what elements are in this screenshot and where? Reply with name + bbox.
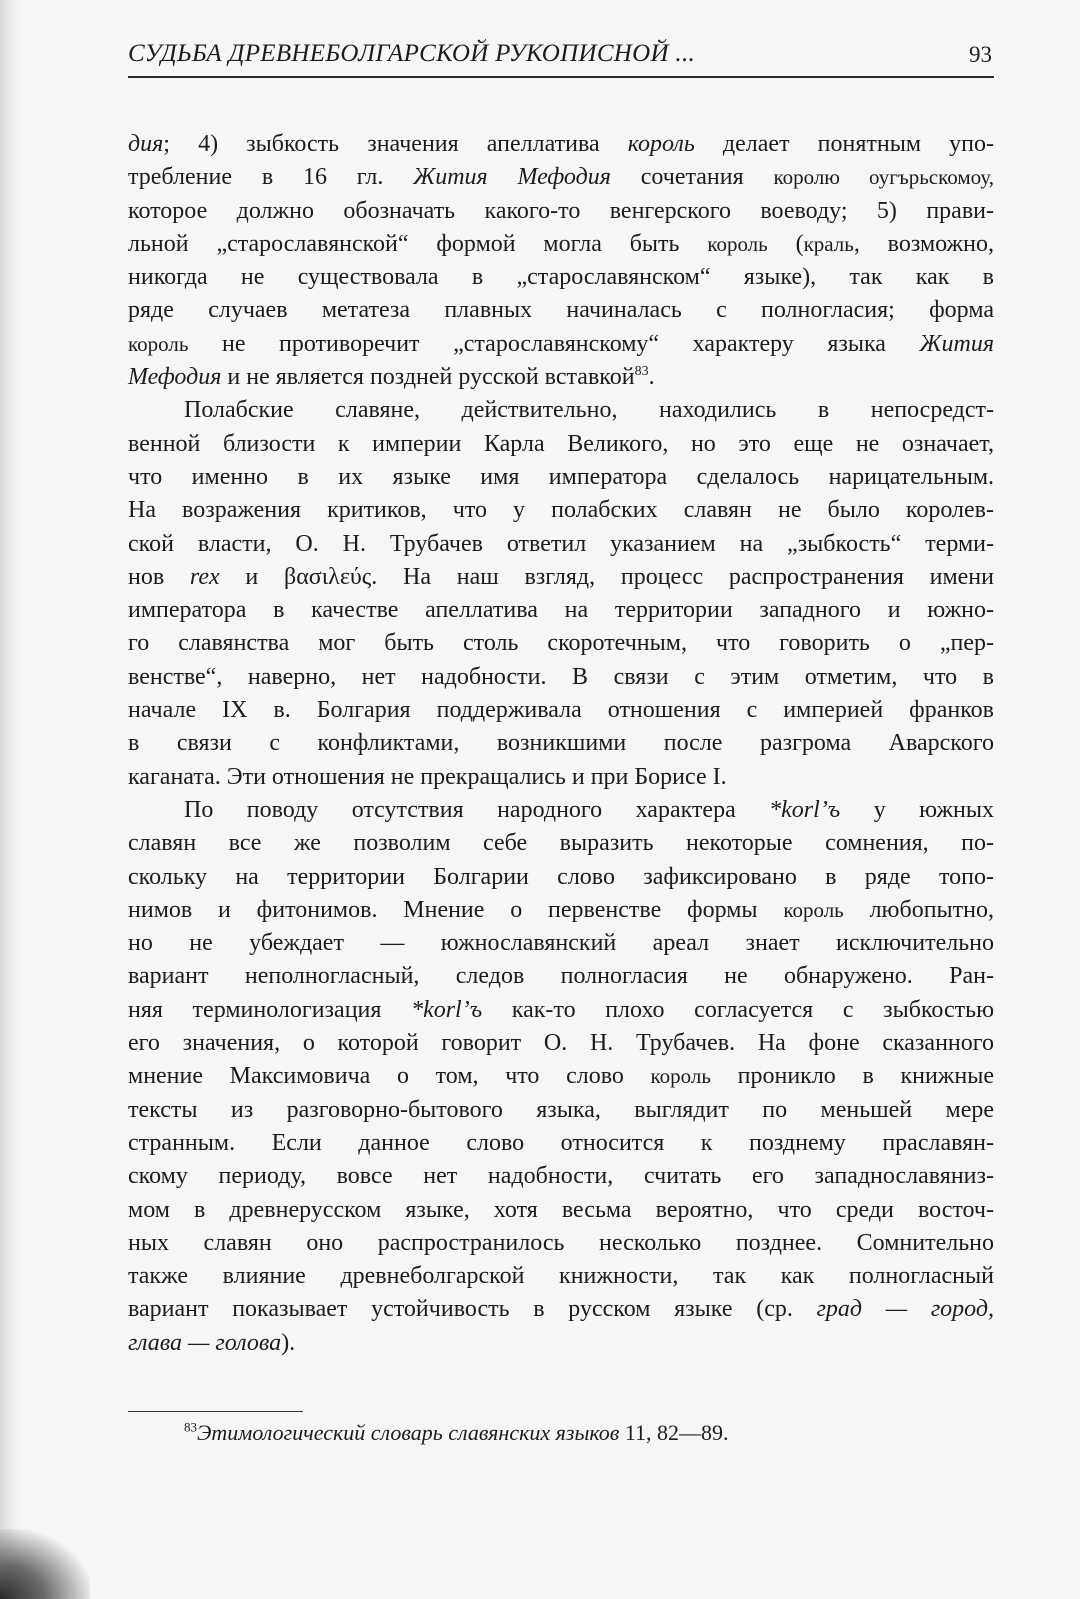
text-run: нимов и фитонимов. Мнение о первенстве формы	[128, 896, 784, 923]
text-run: *korl’ъ	[411, 996, 483, 1023]
text-line	[128, 1060, 994, 1093]
footnote-reference: 11, 82—89.	[619, 1420, 729, 1445]
text-run: которое должно обозначать какого-то венгерского воеводу; 5) прави-	[128, 197, 994, 224]
text-line	[128, 1327, 994, 1360]
text-run: скому периоду, вовсе нет надобности, считать его западнославяниз-	[128, 1163, 994, 1190]
paragraph	[128, 394, 994, 794]
text-line	[128, 1027, 994, 1060]
text-line	[128, 561, 994, 594]
text-run: в связи с конфликтами, возникшими после разгрома Аварского	[128, 730, 994, 757]
footnote-divider	[128, 1411, 303, 1412]
text-run: не противоречит „старославянскому“ характеру языка	[188, 330, 920, 357]
text-run: требление в 16 гл.	[128, 164, 414, 191]
text-line	[128, 627, 994, 660]
text-line	[128, 461, 994, 494]
text-run: ).	[281, 1329, 296, 1356]
text-run: Полабские славяне, действительно, находились в непосредст-	[184, 397, 994, 424]
text-line	[128, 1227, 994, 1260]
text-run: у южных	[840, 796, 994, 823]
body-text	[128, 128, 994, 1360]
text-run: *korl’ъ	[769, 796, 841, 823]
text-line	[128, 294, 994, 327]
text-run: вариант показывает устойчивость в русском языке (ср.	[128, 1296, 817, 1323]
running-title: СУДЬБА ДРЕВНЕБОЛГАРСКОЙ РУКОПИСНОЙ ...	[128, 40, 696, 67]
text-line	[128, 161, 994, 194]
text-run: мнение Максимовича о том, что слово	[128, 1063, 651, 1090]
text-line	[128, 960, 994, 993]
text-line	[128, 594, 994, 627]
text-run: король	[128, 331, 189, 356]
text-line	[128, 228, 994, 261]
text-run: венной близости к империи Карла Великого, но это еще не означает,	[128, 430, 994, 457]
text-run: венстве“, наверно, нет надобности. В связи с этим отметим, что в	[128, 663, 994, 690]
text-line	[128, 861, 994, 894]
text-run: любопытно,	[843, 896, 994, 923]
text-run: делает понятным упо-	[694, 131, 994, 157]
text-line	[128, 261, 994, 294]
text-run: и не является поздней русской вставкой	[221, 364, 635, 391]
text-run: начале IX в. Болгария поддерживала отношения с империей франков	[128, 697, 994, 724]
text-run: (	[767, 230, 804, 257]
text-run: его значения, о которой говорит О. Н. Трубачев. На фоне сказанного	[128, 1030, 994, 1057]
text-run: По поводу отсутствия народного характера	[184, 796, 770, 823]
text-run: вариант неполногласный, следов полногласия не обнаружено. Ран-	[128, 963, 994, 990]
running-header	[128, 40, 994, 78]
text-line	[128, 428, 994, 461]
text-line	[128, 894, 994, 927]
text-line	[128, 927, 994, 960]
text-line	[128, 361, 994, 394]
text-run: король	[627, 131, 695, 157]
page-gutter-shadow	[0, 0, 22, 1599]
text-run: король	[783, 897, 844, 922]
text-line	[128, 794, 994, 827]
text-line	[128, 994, 994, 1027]
text-line	[128, 1094, 994, 1127]
paragraph	[128, 794, 994, 1360]
text-line	[128, 761, 994, 794]
text-run: Жития Мефодия	[413, 164, 611, 191]
text-run: проникло в книжные	[710, 1063, 994, 1090]
text-run: король	[707, 231, 768, 256]
text-run: дия	[128, 131, 164, 157]
text-line	[128, 1127, 994, 1160]
text-run: скольку на территории Болгарии слово зафиксировано в ряде топо-	[128, 863, 994, 890]
text-run: но не убеждает — южнославянский ареал знает исключительно	[128, 930, 994, 957]
text-run: няя терминологизация	[128, 996, 412, 1023]
text-run: ных славян оно распространилось несколько позднее. Сомнительно	[128, 1229, 994, 1256]
text-run: льной „старославянской“ формой могла быть	[128, 230, 708, 257]
text-run: нов	[128, 563, 190, 590]
text-line	[128, 494, 994, 527]
text-run: странным. Если данное слово относится к позднему праславян-	[128, 1129, 994, 1156]
text-line	[128, 694, 994, 727]
text-run: каганата. Эти отношения не прекращались и при Борисе I.	[128, 763, 727, 790]
text-line	[128, 394, 994, 427]
footnote-number: 83	[184, 1419, 197, 1435]
text-run: также влияние древнеболгарской книжности, так как полногласный	[128, 1263, 994, 1290]
footnote-ref: 83	[634, 364, 649, 380]
text-run: королю оугърьскомоу,	[773, 165, 994, 190]
text-run: ряде случаев метатеза плавных начиналась с полногласия; форма	[128, 297, 994, 324]
text-run: мом в древнерусском языке, хотя весьма вероятно, что среди восточ-	[128, 1196, 994, 1223]
text-run: На возражения критиков, что у полабских славян не было королев-	[128, 497, 994, 524]
text-run: что именно в их языке имя императора сделалось нарицательным.	[128, 463, 994, 490]
text-line	[128, 328, 994, 361]
scan-corner-shadow	[0, 1529, 90, 1599]
footnote-title: Этимологический словарь славянских языков	[197, 1420, 620, 1445]
text-run: и βασιλεύς. На наш взгляд, процесс распространения имени	[219, 563, 994, 590]
text-run: славян все же позволим себе выразить некоторые сомнения, по-	[128, 830, 994, 857]
text-run: тексты из разговорно-бытового языка, выглядит по меньшей мере	[128, 1096, 994, 1123]
text-line	[128, 727, 994, 760]
text-run: глава — голова	[128, 1329, 282, 1356]
text-line	[128, 827, 994, 860]
text-run: го славянства мог быть столь скоротечным, что говорить о „пер-	[128, 630, 994, 657]
text-line	[128, 1260, 994, 1293]
text-run: как-то плохо согласуется с зыбкостью	[482, 996, 995, 1023]
text-run: град — город,	[816, 1296, 994, 1323]
paragraph	[128, 128, 994, 394]
text-line	[128, 195, 994, 228]
text-run: rex	[189, 563, 220, 590]
text-run: король	[650, 1064, 711, 1089]
text-run: сочетания	[610, 164, 774, 191]
page-number: 93	[969, 42, 992, 67]
text-line	[128, 1160, 994, 1193]
text-line	[128, 661, 994, 694]
text-line	[128, 128, 994, 161]
text-run: ; 4) зыбкость значения апеллатива	[163, 131, 628, 157]
text-run: императора в качестве апеллатива на территории западного и южно-	[128, 597, 994, 624]
text-run: Жития	[919, 330, 994, 357]
text-run: ской власти, О. Н. Трубачев ответил указанием на „зыбкость“ терми-	[128, 530, 994, 557]
text-run: , возможно,	[853, 230, 994, 257]
text-run: никогда не существовала в „старославянском“ языке), так как в	[128, 264, 994, 291]
text-run: .	[648, 364, 655, 391]
text-line	[128, 1293, 994, 1326]
text-line	[128, 528, 994, 561]
text-run: Мефодия	[128, 364, 222, 391]
text-run: краль	[803, 231, 854, 256]
text-line	[128, 1194, 994, 1227]
footnote	[184, 1420, 729, 1446]
